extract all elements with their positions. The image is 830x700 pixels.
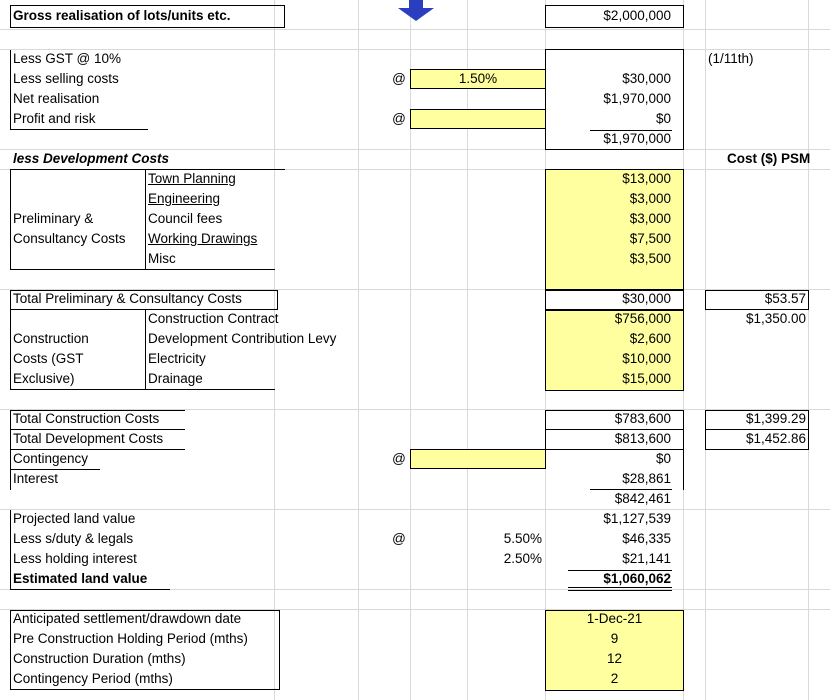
total-dev-label: Total Development Costs <box>13 431 164 446</box>
gross-realisation-value[interactable]: $2,000,000 <box>603 8 671 23</box>
subtotal-value[interactable]: $842,461 <box>614 491 671 506</box>
selling-rate-input[interactable] <box>410 69 546 89</box>
duty-rate[interactable]: 5.50% <box>503 531 542 546</box>
prelim-item-label: Town Planning <box>148 171 236 186</box>
net-realisation-value[interactable]: $1,970,000 <box>603 91 671 106</box>
selling-rate-value: 1.50% <box>458 71 498 86</box>
down-arrow-icon <box>392 0 440 22</box>
date-item-value[interactable]: 1-Dec-21 <box>586 611 643 626</box>
holding-value[interactable]: $21,141 <box>622 551 671 566</box>
total-dev-psm[interactable]: $1,452.86 <box>745 431 806 446</box>
net-realisation-label: Net realisation <box>13 91 100 106</box>
construction-item-value[interactable]: $756,000 <box>614 311 671 326</box>
date-item-label: Construction Duration (mths) <box>13 651 186 666</box>
construction-item-label: Electricity <box>148 351 206 366</box>
selling-costs-label: Less selling costs <box>13 71 119 86</box>
projected-value[interactable]: $1,127,539 <box>603 511 671 526</box>
prelim-total-psm[interactable]: $53.57 <box>764 291 806 306</box>
construction-contract-psm[interactable]: $1,350.00 <box>745 311 806 326</box>
prelim-item-label: Council fees <box>148 211 223 226</box>
prelim-item-value[interactable]: $7,500 <box>629 231 671 246</box>
estimated-value[interactable]: $1,060,062 <box>603 571 671 586</box>
profit-rate-input[interactable] <box>410 109 546 129</box>
prelim-item-value[interactable]: $3,500 <box>629 251 671 266</box>
holding-label: Less holding interest <box>13 551 137 566</box>
contingency-value[interactable]: $0 <box>655 451 671 466</box>
construction-group-label-1: Construction <box>13 331 89 346</box>
net-after-profit-value[interactable]: $1,970,000 <box>603 131 671 146</box>
duty-value[interactable]: $46,335 <box>622 531 671 546</box>
construction-total-value[interactable]: $783,600 <box>614 411 671 426</box>
duty-label: Less s/duty & legals <box>13 531 134 546</box>
prelim-values-input[interactable] <box>545 169 684 290</box>
profit-risk-label: Profit and risk <box>13 111 96 126</box>
contingency-label: Contingency <box>13 451 89 466</box>
construction-item-label: Development Contribution Levy <box>148 331 337 346</box>
construction-item-value[interactable]: $2,600 <box>629 331 671 346</box>
estimated-label: Estimated land value <box>13 571 148 586</box>
preliminary-group-label-1: Preliminary & <box>13 211 94 226</box>
selling-at-symbol: @ <box>392 71 406 86</box>
construction-item-label: Drainage <box>148 371 203 386</box>
prelim-item-value[interactable]: $3,000 <box>629 211 671 226</box>
preliminary-group-label-2: Consultancy Costs <box>13 231 126 246</box>
construction-group-label-2: Costs (GST <box>13 351 84 366</box>
prelim-item-label: Engineering <box>148 191 221 206</box>
date-item-value[interactable]: 2 <box>610 671 619 686</box>
date-item-value[interactable]: 9 <box>610 631 619 646</box>
contingency-at-symbol: @ <box>392 451 406 466</box>
gst-note: (1/11th) <box>708 51 754 66</box>
gross-realisation-label: Gross realisation of lots/units etc. <box>13 8 231 23</box>
construction-group-label-3: Exclusive) <box>13 371 75 386</box>
gst-label: Less GST @ 10% <box>13 51 121 66</box>
selling-costs-value[interactable]: $30,000 <box>622 71 671 86</box>
construction-item-value[interactable]: $15,000 <box>622 371 671 386</box>
date-item-value[interactable]: 12 <box>606 651 623 666</box>
holding-rate[interactable]: 2.50% <box>503 551 542 566</box>
construction-item-label: Construction Contract <box>148 311 279 326</box>
interest-label: Interest <box>13 471 59 486</box>
date-item-label: Anticipated settlement/drawdown date <box>13 611 242 626</box>
contingency-rate-input[interactable] <box>410 449 546 469</box>
date-item-label: Pre Construction Holding Period (mths) <box>13 631 248 646</box>
prelim-item-label: Working Drawings <box>148 231 258 246</box>
construction-item-value[interactable]: $10,000 <box>622 351 671 366</box>
projected-label: Projected land value <box>13 511 136 526</box>
construction-total-psm[interactable]: $1,399.29 <box>745 411 806 426</box>
duty-at-symbol: @ <box>392 531 406 546</box>
psm-header: Cost ($) PSM <box>727 151 811 166</box>
prelim-total-value[interactable]: $30,000 <box>622 291 671 306</box>
total-dev-value[interactable]: $813,600 <box>614 431 671 446</box>
interest-value[interactable]: $28,861 <box>622 471 671 486</box>
prelim-total-label: Total Preliminary & Consultancy Costs <box>13 291 242 306</box>
construction-total-label: Total Construction Costs <box>13 411 160 426</box>
prelim-item-value[interactable]: $3,000 <box>629 191 671 206</box>
profit-risk-value[interactable]: $0 <box>655 111 671 126</box>
prelim-item-value[interactable]: $13,000 <box>622 171 671 186</box>
dev-costs-title: less Development Costs <box>13 151 170 166</box>
profit-at-symbol: @ <box>392 111 406 126</box>
date-item-label: Contingency Period (mths) <box>13 671 173 686</box>
prelim-item-label: Misc <box>148 251 176 266</box>
